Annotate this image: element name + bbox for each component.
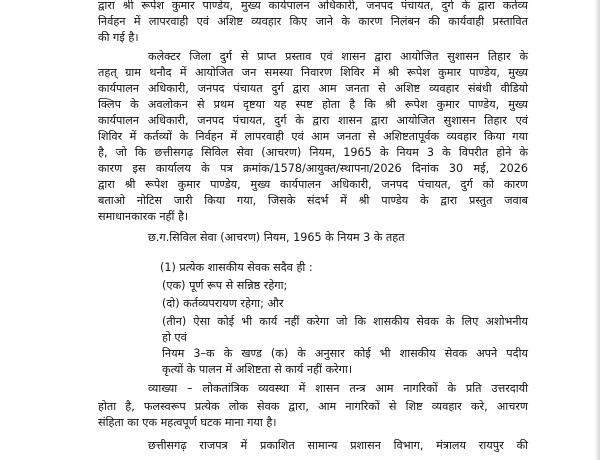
paragraph-2-line-8: कारण इस कार्यालय के पत्र क्रमांक/1578/आयुक्त/स्थापना/2026 दिनांक 30 मई, 2026	[98, 162, 528, 175]
explanation-line-2: होता है, फलस्वरूप प्रत्येक लोक सेवक द्वारा, आम नागरिकों से शिष्ट व्यवहार करे, आचरण	[98, 400, 528, 413]
paragraph-2-line-4: क्लिप के अवलोकन से प्रथम दृष्टया यह स्पष्ट होता है कि श्री रूपेश कुमार पाण्डेय, मुख्य	[98, 98, 528, 111]
rule-3a-line-2: कृत्यों के पालन में अशिष्टता से कार्य नहीं करेगा।	[162, 363, 353, 376]
rule-subitem-3-line-1: (तीन) ऐसा कोई भी कार्य नहीं करेगा जो कि शासकीय सेवक के लिए अशोभनीय	[162, 315, 528, 328]
page-edge-shadow	[594, 0, 600, 460]
explanation-line-1: व्याख्या – लोकतांत्रिक व्यवस्था में शासन तन्त्र आम नागरिकों के प्रति उत्तरदायी	[148, 382, 528, 395]
paragraph-2-line-3: कार्यपालन अधिकारी, जनपद पंचायत दुर्ग द्वारा आम जनता से अशिष्ट व्यवहार संबंधी वीडियो	[98, 82, 528, 95]
rule-subitem-1: (एक) पूर्ण रूप से सन्निष्ठ रहेगा;	[162, 279, 288, 292]
paragraph-1-line-1: द्वारा श्री रूपेश कुमार पाण्डेय, मुख्य कार्यपालन अधिकारी, जनपद पंचायत, दुर्ग के द्वारा कर्तव्य	[98, 0, 528, 12]
paragraph-2-line-2: तहत् ग्राम थनौद में आयोजित जन समस्या निवारण शिविर में श्री रूपेश कुमार पाण्डेय, मुख्य	[98, 66, 528, 79]
paragraph-2-line-1: कलेक्टर जिला दुर्ग से प्राप्त प्रस्ताव एवं शासन द्वारा आयोजित सुशासन तिहार के	[148, 50, 528, 63]
paragraph-2-line-11: समाधानकारक नहीं है।	[98, 210, 189, 223]
rule-heading: छ.ग.सिविल सेवा (आचरण) नियम, 1965 के नियम 3 के तहत	[148, 231, 405, 244]
paragraph-1-line-2: निर्वहन में लापरवाही एवं अशिष्ट व्यवहार किए जाने के कारण निलंबन की कार्यवाही प्रस्तावित	[98, 15, 528, 28]
paragraph-1-line-3: की गई है।	[98, 31, 139, 44]
rule-subitem-3-line-2: हो एवं	[162, 331, 187, 344]
rule-3a-line-1: नियम 3–क के खण्ड (क) के अनुसार कोई भी शासकीय सेवक अपने पदीय	[162, 347, 528, 360]
explanation-line-3: संहिता का एक महत्वपूर्ण घटक माना गया है।	[98, 416, 277, 429]
paragraph-2-line-6: शिविर में कर्तव्यों के निर्वहन में लापरवाही एवं आम जनता से अशिष्टतापूर्वक व्यवहार किया गया	[98, 130, 528, 143]
gazette-line-1: छत्तीसगढ़ राजपत्र में प्रकाशित सामान्य प्रशासन विभाग, मंत्रालय रायपुर की	[148, 439, 528, 452]
paragraph-2-line-7: है, जो कि छत्तीसगढ़ सिविल सेवा (आचरण) नियम, 1965 के नियम 3 के विपरीत होने के	[98, 146, 528, 159]
paragraph-2-line-10: बताओ नोटिस जारी किया गया, जिसके संदर्भ में श्री पाण्डेय के द्वारा प्रस्तुत जवाब	[98, 194, 528, 207]
paragraph-2-line-9: द्वारा श्री रूपेश कुमार पाण्डेय, मुख्य कार्यपालन अधिकारी, जनपद पंचायत, दुर्ग को कारण	[98, 178, 528, 191]
rule-item-1: (1) प्रत्येक शासकीय सेवक सदैव ही :	[160, 261, 313, 274]
paragraph-2-line-5: कार्यपालन अधिकारी, जनपद पंचायत, दुर्ग के द्वारा शासन द्वारा आयोजित सुशासन तिहार एवं	[98, 114, 528, 127]
rule-subitem-2: (दो) कर्तव्यपरायण रहेगा; और	[162, 297, 284, 310]
